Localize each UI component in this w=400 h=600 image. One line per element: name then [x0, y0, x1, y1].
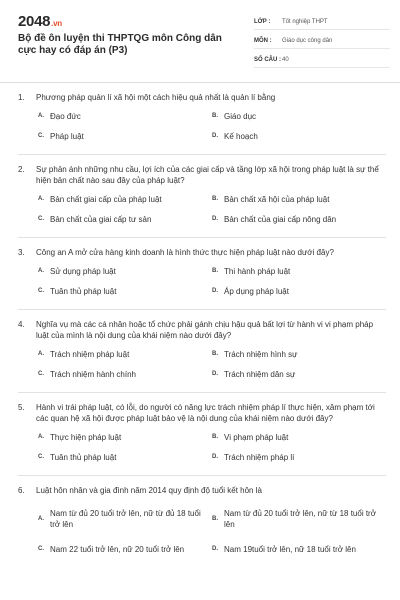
option-letter: C. [38, 371, 44, 377]
answer-option-a[interactable] [38, 432, 212, 452]
answer-option-c[interactable] [38, 534, 212, 564]
meta-label: LỚP : [254, 18, 271, 25]
answer-options [18, 432, 386, 472]
option-text: Thực hiện pháp luật [50, 433, 122, 442]
document-meta [254, 14, 390, 71]
question-text [18, 164, 386, 186]
question-text [18, 247, 386, 258]
option-text: Vi phạm pháp luật [224, 433, 289, 442]
option-letter: D. [212, 454, 218, 460]
question-body: Công an A mở cửa hàng kinh doanh là hình thức thực hiện pháp luật nào dưới đây? [36, 248, 334, 257]
question-4 [18, 310, 386, 393]
option-letter: B. [212, 434, 218, 440]
question-number: 2. [18, 165, 25, 174]
question-text [18, 485, 386, 496]
answer-option-d[interactable] [212, 131, 386, 151]
option-text: Trách nhiệm hành chính [50, 370, 136, 379]
option-letter: C. [38, 545, 44, 552]
option-letter: D. [212, 371, 218, 377]
meta-value: 40 [282, 56, 289, 63]
option-letter: A. [38, 351, 44, 357]
question-body: Luật hôn nhân và gia đình năm 2014 quy định độ tuổi kết hôn là [36, 486, 262, 495]
option-text: Trách nhiệm dân sự [224, 370, 296, 379]
answer-option-a[interactable] [38, 504, 212, 534]
option-text: Bản chất giai cấp của pháp luật [50, 195, 162, 204]
option-text: Thi hành pháp luật [224, 267, 291, 276]
answer-option-c[interactable] [38, 369, 212, 389]
option-letter: B. [212, 113, 218, 119]
option-letter: A. [38, 434, 44, 440]
option-text: Kế hoạch [224, 132, 258, 141]
answer-options [18, 504, 386, 564]
meta-value: Giáo dục công dân [282, 37, 333, 44]
option-text: Trách nhiệm hình sự [224, 350, 298, 359]
meta-label: SỐ CÂU : [254, 56, 281, 63]
option-letter: A. [38, 196, 44, 202]
answer-option-c[interactable] [38, 214, 212, 234]
option-text: Nam 19tuổi trở lên, nữ 18 tuổi trở lên [224, 544, 356, 554]
answer-option-c[interactable] [38, 286, 212, 306]
option-letter: C. [38, 454, 44, 460]
option-text: Nam 22 tuổi trở lên, nữ 20 tuổi trở lên [50, 544, 185, 554]
option-letter: D. [212, 216, 218, 222]
option-letter: D. [212, 133, 218, 139]
answer-option-b[interactable] [212, 349, 386, 369]
question-list [0, 83, 400, 567]
answer-option-b[interactable] [212, 432, 386, 452]
option-text: Nam từ đủ 20 tuổi trở lên, nữ từ đủ 18 tuổi trở lên [50, 509, 201, 529]
option-letter: B. [212, 196, 218, 202]
question-6 [18, 476, 386, 567]
option-text: Trách nhiệm pháp luật [50, 350, 130, 359]
answer-option-a[interactable] [38, 266, 212, 286]
option-text: Trách nhiệm pháp lí [224, 453, 295, 462]
document-title: Bộ đề ôn luyện thi THPTQG môn Công dân cực hay có đáp án (P3) [18, 33, 222, 56]
option-letter: B. [212, 515, 218, 522]
answer-option-b[interactable] [212, 504, 386, 534]
question-text [18, 402, 386, 424]
answer-option-c[interactable] [38, 131, 212, 151]
question-body: Nghĩa vụ mà các cá nhân hoặc tổ chức phải gánh chịu hậu quả bất lợi từ hành vi vi phạm pháp luật của mình là nội dung của khái niệm nào dưới đây? [36, 320, 374, 340]
question-3 [18, 238, 386, 310]
question-number: 6. [18, 486, 25, 495]
option-letter: A. [38, 113, 44, 119]
document-header [0, 0, 400, 83]
question-number: 1. [18, 93, 25, 102]
question-number: 4. [18, 320, 25, 329]
meta-row-class [254, 14, 390, 30]
option-letter: A. [38, 268, 44, 274]
option-text: Nam từ đủ 20 tuổi trở lên, nữ từ 18 tuổi trở lên [224, 509, 376, 529]
option-text: Tuân thủ pháp luật [50, 287, 117, 296]
option-text: Bản chất của giai cấp nông dân [224, 215, 337, 224]
question-body: Phương pháp quản lí xã hội một cách hiệu quả nhất là quản lí bằng [36, 93, 276, 102]
option-text: Sử dụng pháp luật [50, 267, 116, 276]
meta-label: MÔN : [254, 37, 272, 44]
answer-option-a[interactable] [38, 111, 212, 131]
logo-main: 2048 [18, 13, 51, 30]
option-letter: B. [212, 268, 218, 274]
question-body: Sự phản ánh những nhu cầu, lợi ích của các giai cấp và tầng lớp xã hội trong pháp luật là sự thể hiện bản chất nào sau đây của pháp luật? [36, 165, 379, 185]
question-text [18, 92, 386, 103]
site-logo[interactable] [18, 13, 62, 30]
question-5 [18, 393, 386, 476]
option-text: Bản chất của giai cấp tư sản [50, 215, 152, 224]
option-letter: C. [38, 288, 44, 294]
option-text: Tuân thủ pháp luật [50, 453, 117, 462]
option-letter: D. [212, 545, 218, 552]
answer-options [18, 194, 386, 234]
answer-option-d[interactable] [212, 452, 386, 472]
question-text [18, 319, 386, 341]
answer-option-b[interactable] [212, 266, 386, 286]
answer-option-d[interactable] [212, 214, 386, 234]
answer-option-b[interactable] [212, 194, 386, 214]
option-text: Pháp luật [50, 132, 84, 141]
question-1 [18, 83, 386, 155]
answer-option-b[interactable] [212, 111, 386, 131]
option-text: Áp dụng pháp luật [224, 287, 289, 296]
option-letter: C. [38, 216, 44, 222]
meta-row-subject [254, 33, 390, 49]
answer-option-a[interactable] [38, 349, 212, 369]
answer-option-d[interactable] [212, 369, 386, 389]
logo-suffix: .vn [51, 19, 62, 28]
question-body: Hành vi trái pháp luật, có lỗi, do người có năng lực trách nhiệm pháp lí thực hiện, xâm phạm tới các quan hệ xã hội được pháp luật bảo vệ là nội dung của khái niệm nào dưới đây? [36, 403, 375, 423]
answer-option-a[interactable] [38, 194, 212, 214]
option-letter: B. [212, 351, 218, 357]
answer-options [18, 266, 386, 306]
answer-option-d[interactable] [212, 286, 386, 306]
answer-options [18, 111, 386, 151]
answer-option-c[interactable] [38, 452, 212, 472]
answer-option-d[interactable] [212, 534, 386, 564]
option-letter: A. [38, 515, 44, 522]
option-text: Bản chất xã hội của pháp luật [224, 195, 330, 204]
question-number: 3. [18, 248, 25, 257]
option-letter: C. [38, 133, 44, 139]
question-2 [18, 155, 386, 238]
option-letter: D. [212, 288, 218, 294]
option-text: Giáo dục [224, 112, 257, 121]
question-number: 5. [18, 403, 25, 412]
meta-value: Tốt nghiệp THPT [282, 18, 328, 25]
answer-options [18, 349, 386, 389]
meta-row-question-count [254, 52, 390, 68]
option-text: Đạo đức [50, 112, 81, 121]
